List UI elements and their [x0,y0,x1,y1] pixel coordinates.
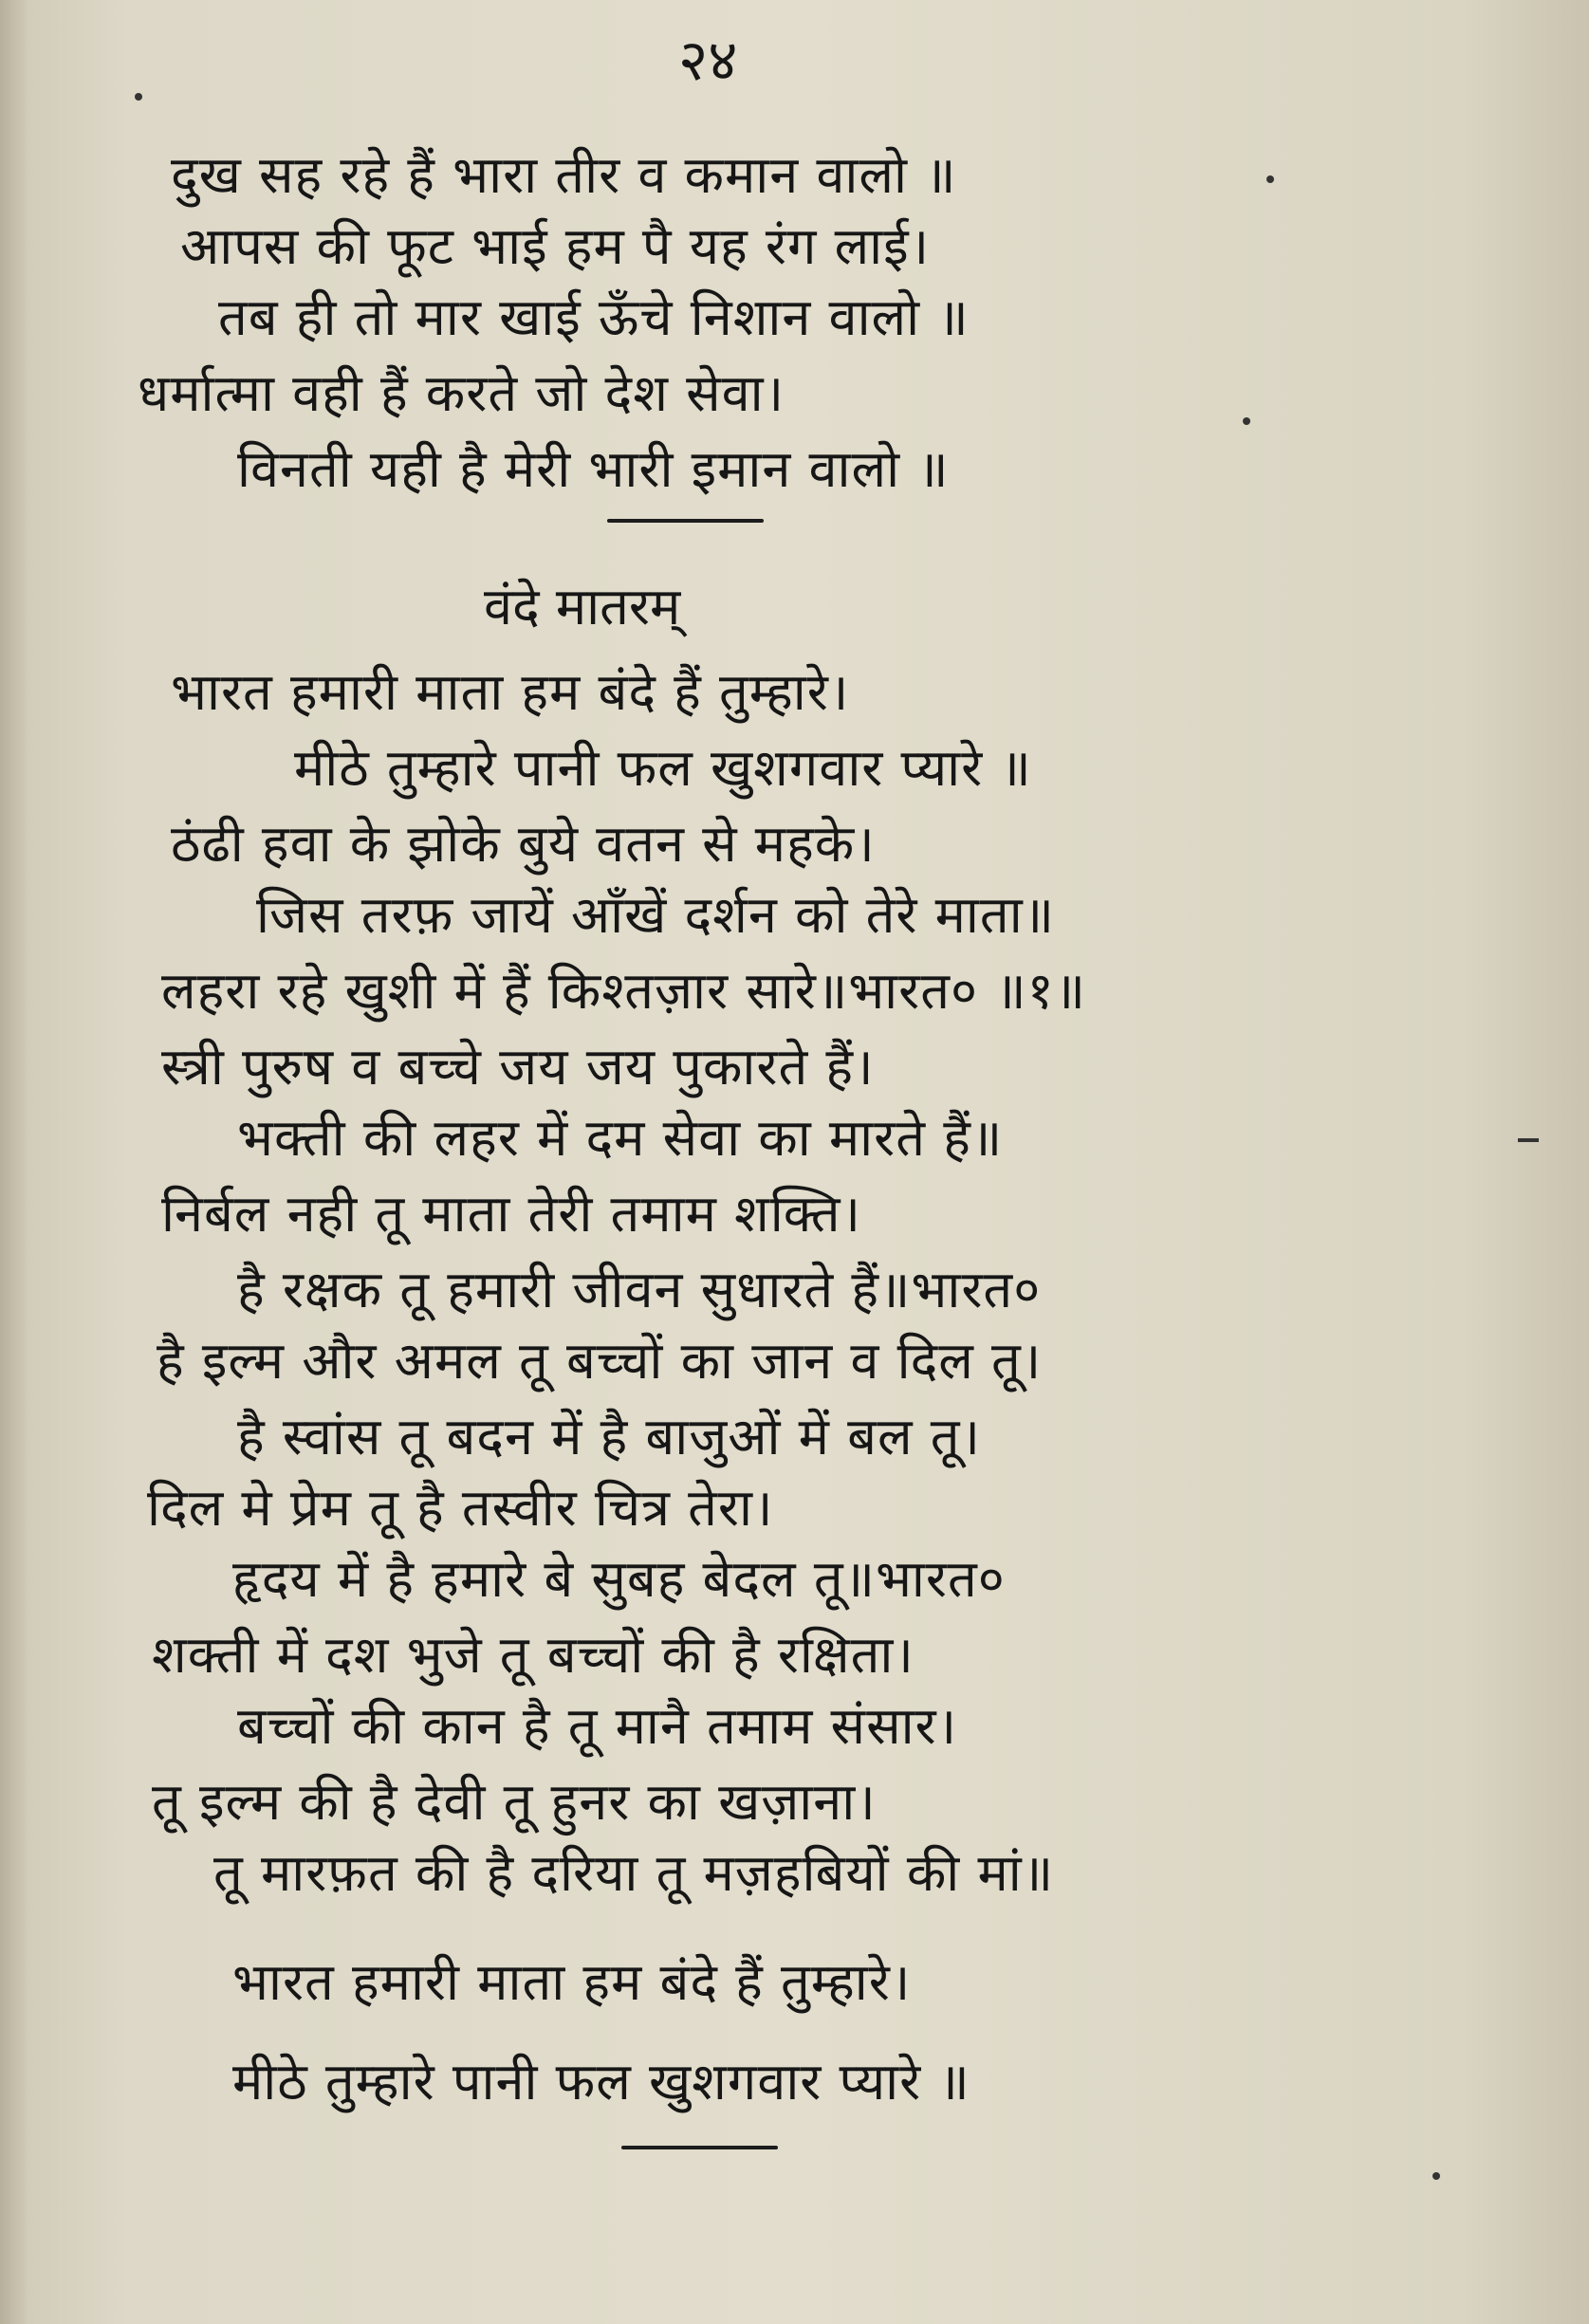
verse-line: धर्मात्मा वही हैं करते जो देश सेवा। [138,363,785,423]
verse-line: निर्बल नही तू माता तेरी तमाम शक्ति। [161,1184,861,1244]
refrain-line: मीठे तुम्हारे पानी फल खुशगवार प्यारे ॥ [232,2052,970,2112]
page-number: २४ [678,28,738,94]
song-title: वंदे मातरम् [484,577,681,636]
verse-line: है स्वांस तू बदन में है बाजुओं में बल तू। [237,1407,981,1466]
page-gutter [0,0,27,2324]
section-divider [607,519,764,523]
ink-speck [1243,417,1250,425]
verse-line: आपस की फूट भाई हम पै यह रंग लाई। [180,216,931,276]
section-divider [621,2146,778,2149]
verse-line: स्त्री पुरुष व बच्चे जय जय पुकारते हैं। [161,1037,875,1097]
verse-line: लहरा रहे खुशी में हैं किश्तज़ार सारे॥भारत० ॥१॥ [161,961,1087,1021]
verse-line: ठंढी हवा के झोके बुये वतन से महके। [171,814,876,874]
verse-line: भक्ती की लहर में दम सेवा का मारते हैं॥ [237,1108,1004,1168]
ink-speck [1432,2172,1440,2180]
verse-line: शक्ती में दश भुजे तू बच्चों की है रक्षिता। [152,1625,915,1685]
verse-line: है रक्षक तू हमारी जीवन सुधारते हैं॥भारत० [237,1260,1042,1319]
refrain-line: भारत हमारी माता हम बंदे हैं तुम्हारे। [232,1952,912,2012]
verse-line: मीठे तुम्हारे पानी फल खुशगवार प्यारे ॥ [294,738,1032,798]
ink-speck [1266,175,1274,183]
verse-line: तू मारफ़त की है दरिया तू मज़हबियों की मां॥ [213,1843,1055,1903]
verse-line: तू इल्म की है देवी तू हुनर का खज़ाना। [152,1772,877,1832]
verse-line: दुख सह रहे हैं भारा तीर व कमान वालो ॥ [171,145,957,205]
verse-line: हृदय में है हमारे बे सुबह बेदल तू॥भारत० [232,1549,1006,1609]
verse-line: भारत हमारी माता हम बंदे हैं तुम्हारे। [171,662,850,722]
verse-line: है इल्म और अमल तू बच्चों का जान व दिल तू। [157,1331,1043,1391]
verse-line: बच्चों की कान है तू मानै तमाम संसार। [237,1696,958,1756]
verse-line: तब ही तो मार खाई ऊँचे निशान वालो ॥ [218,287,970,347]
verse-line: विनती यही है मेरी भारी इमान वालो ॥ [237,439,950,499]
margin-mark [1518,1138,1539,1142]
ink-speck [135,93,142,101]
verse-line: जिस तरफ़ जायें आँखें दर्शन को तेरे माता॥ [256,885,1056,945]
verse-line: दिल मे प्रेम तू है तस्वीर चित्र तेरा। [147,1478,774,1538]
